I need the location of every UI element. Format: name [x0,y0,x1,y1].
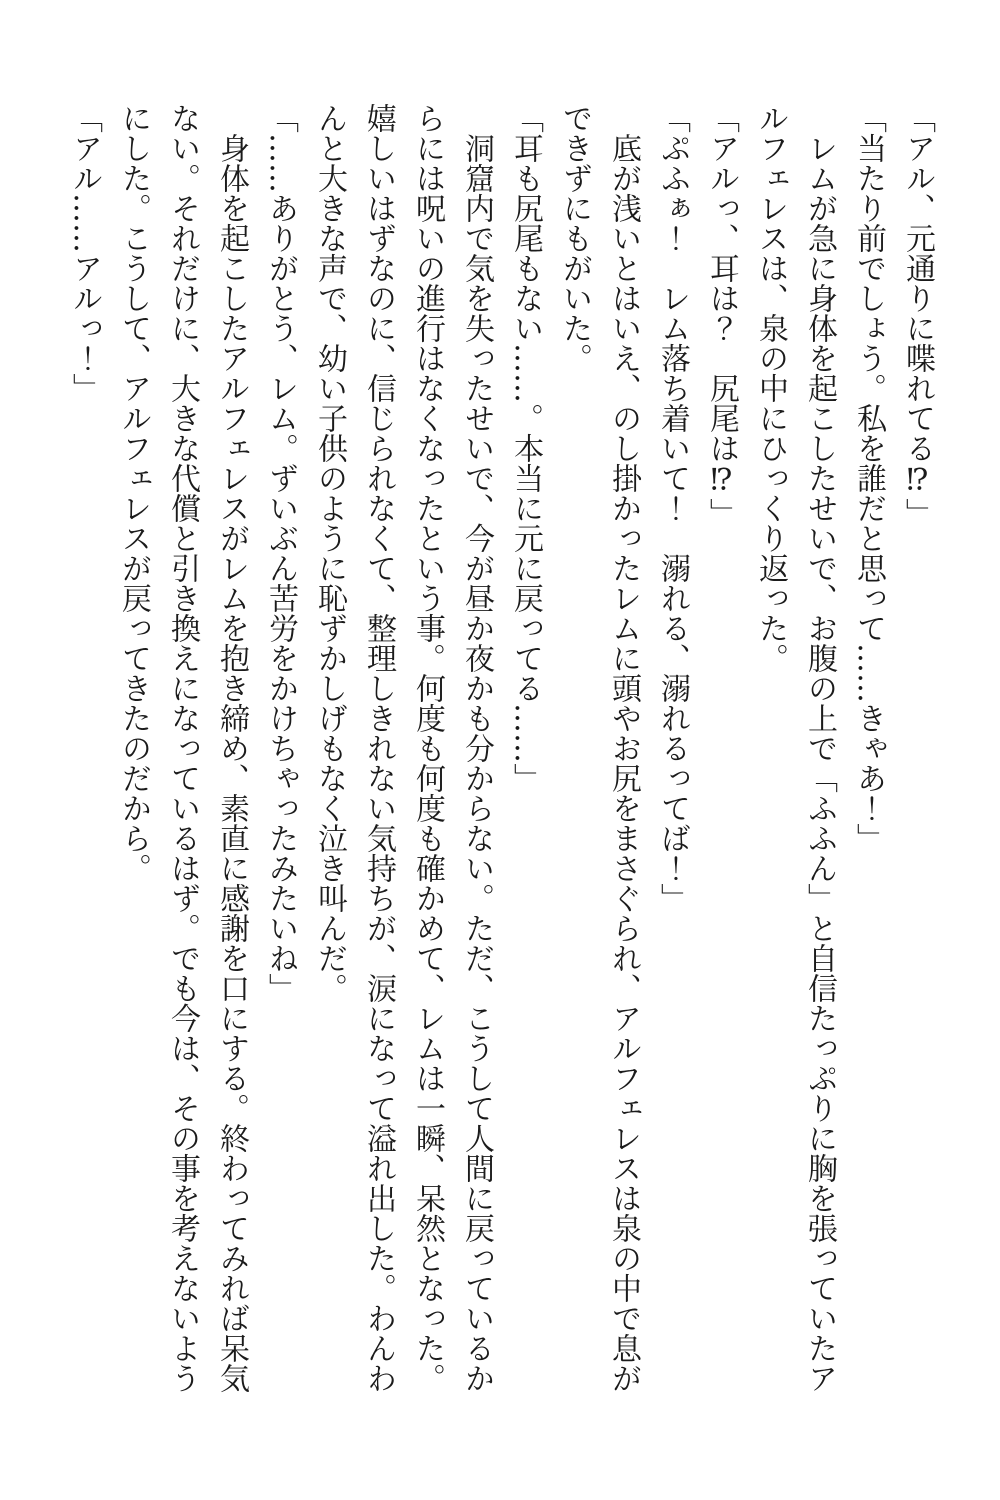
narrative-paragraph: 身体を起こしたアルフェレスがレムを抱き締め、素直に感謝を口にする。終わってみれば呆気ない。それだけに、大きな代償と引き換えになっているはず。でも今は、その事を考えないようにした。こうして、アルフェレスが戻ってきたのだから。 [116,103,249,1393]
vertical-text-block [60,103,942,1393]
dialogue-line: 「アルっ、耳は？ 尻尾は⁉」 [704,103,739,528]
dialogue-line: 「……ありがとう、レム。ずいぶん苦労をかけちゃったみたいね」 [263,103,298,1003]
narrative-paragraph: 洞窟内で気を失ったせいで、今が昼か夜かも分からない。ただ、こうして人間に戻っているからには呪いの進行はなくなったという事。何度も何度も確かめて、レムは一瞬、呆然となった。嬉しいはずなのに、信じられなくて、整理しきれない気持ちが、涙になって溢れ出した。わんわんと大きな声で、幼い子供のように恥ずかしげもなく泣き叫んだ。 [312,103,494,1393]
dialogue-line: 「耳も尻尾もない……。本当に元に戻ってる……」 [508,103,543,793]
narrative-paragraph: レムが急に身体を起こしたせいで、お腹の上で「ふふん」と自信たっぷりに胸を張っていたアルフェレスは、泉の中にひっくり返った。 [753,103,837,1393]
dialogue-line: 「アル、元通りに喋れてる⁉」 [900,103,935,528]
narrative-paragraph: 底が浅いとはいえ、のし掛かったレムに頭やお尻をまさぐられ、アルフェレスは泉の中で息ができずにもがいた。 [557,103,641,1393]
dialogue-line: 「当たり前でしょう。私を誰だと思って……きゃあ！」 [851,103,886,853]
dialogue-line: 「アル……アルっ！」 [67,103,102,403]
dialogue-line: 「ぷふぁ！ レム落ち着いて！ 溺れる、溺れるってば！」 [655,103,690,913]
